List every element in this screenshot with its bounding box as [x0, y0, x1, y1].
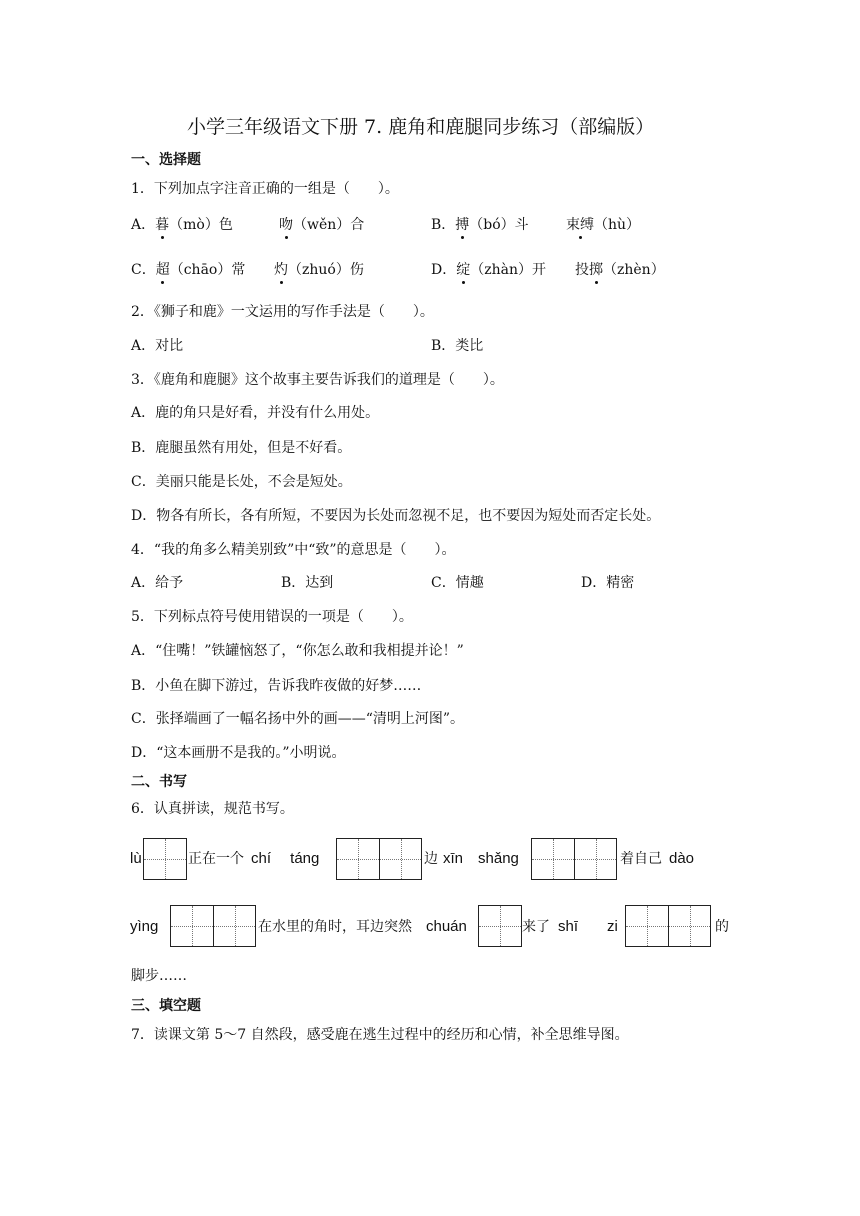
- tianzige-cell[interactable]: [379, 839, 421, 879]
- dotted-char: 暮: [155, 217, 170, 233]
- q3-option-b: B．鹿腿虽然有用处，但是不好看。: [131, 440, 352, 456]
- pinyin-xinshang: xīn shǎng: [443, 850, 519, 867]
- dotted-char: 绽: [456, 262, 471, 278]
- q4-option-a: A．给予: [131, 575, 184, 591]
- q1-option-d-second: [575, 260, 665, 280]
- q1-option-a: [131, 215, 233, 235]
- dotted-char: 掷: [589, 262, 603, 278]
- writing-box-chitang[interactable]: [336, 838, 422, 880]
- option-label: B．: [431, 217, 456, 233]
- tianzige-cell[interactable]: [626, 906, 668, 946]
- q4-option-c: C．情趣: [431, 575, 484, 591]
- question-2-stem: 2．《狮子和鹿》一文运用的写作手法是（ ）。: [131, 304, 434, 320]
- question-1-stem: 1．下列加点字注音正确的一组是（ ）。: [131, 181, 399, 197]
- text-segment: 脚步……: [131, 968, 187, 984]
- option-label: D．: [431, 262, 457, 278]
- tianzige-cell[interactable]: [479, 906, 521, 946]
- text-segment: 来了: [522, 919, 550, 935]
- option-label: C．: [131, 262, 156, 278]
- pinyin-text: （zhèn）: [603, 262, 665, 278]
- tianzige-cell[interactable]: [574, 839, 616, 879]
- dotted-char: 吻: [279, 217, 293, 233]
- option-text: 投: [575, 262, 589, 278]
- q1-option-a-second: [279, 215, 364, 235]
- writing-box-shizi[interactable]: [625, 905, 711, 947]
- q1-option-b: [431, 215, 529, 235]
- pinyin-text: （chāo）常: [169, 262, 246, 278]
- q3-option-d: D．物各有所长，各有所短，不要因为长处而忽视不足，也不要因为短处而否定长处。: [131, 508, 661, 524]
- section-heading-choice: 一、选择题: [131, 152, 201, 168]
- q5-option-b: B．小鱼在脚下游过，告诉我昨夜做的好梦……: [131, 678, 422, 694]
- q1-option-b-second: [566, 215, 640, 235]
- text-segment: 边: [424, 851, 438, 867]
- tianzige-cell[interactable]: [337, 839, 379, 879]
- q5-option-d: D．“这本画册不是我的。”小明说。: [131, 745, 346, 761]
- pinyin-text: （zhuó）伤: [288, 262, 364, 278]
- writing-box-daoying[interactable]: [170, 905, 256, 947]
- text-segment: 着自己: [620, 851, 662, 867]
- page-title: 小学三年级语文下册 7. 鹿角和鹿腿同步练习（部编版）: [187, 116, 655, 138]
- writing-box-lu[interactable]: [143, 838, 187, 880]
- q1-option-d: [431, 260, 546, 280]
- dotted-char: 超: [155, 262, 170, 278]
- tianzige-cell[interactable]: [532, 839, 574, 879]
- question-6-stem: 6．认真拼读，规范书写。: [131, 801, 294, 817]
- q2-option-a: A．对比: [131, 338, 184, 354]
- tianzige-cell[interactable]: [213, 906, 255, 946]
- tianzige-cell[interactable]: [144, 839, 186, 879]
- writing-box-xinshang[interactable]: [531, 838, 617, 880]
- question-5-stem: 5．下列标点符号使用错误的一项是（ ）。: [131, 609, 413, 625]
- q4-option-d: D．精密: [581, 575, 635, 591]
- dotted-char: 灼: [274, 262, 288, 278]
- pinyin-text: （zhàn）开: [470, 262, 546, 278]
- text-segment: 在水里的角时，耳边突然: [258, 919, 412, 935]
- tianzige-cell[interactable]: [171, 906, 213, 946]
- pinyin-chitang: chí táng: [251, 850, 320, 867]
- pinyin-chuan: chuán: [426, 918, 467, 935]
- pinyin-text: （wěn）合: [293, 217, 365, 233]
- q2-option-b: B．类比: [431, 338, 484, 354]
- pinyin-ying: yìng: [130, 918, 159, 935]
- q5-option-a: A．“住嘴！”铁罐恼怒了，“你怎么敢和我相提并论！”: [131, 643, 464, 659]
- pinyin-text: （bó）斗: [469, 217, 529, 233]
- question-4-stem: 4．“我的角多么精美别致”中“致”的意思是（ ）。: [131, 542, 456, 558]
- section-heading-fill: 三、填空题: [131, 998, 201, 1014]
- text-segment: 正在一个: [188, 851, 244, 867]
- question-7-stem: 7．读课文第 5～7 自然段，感受鹿在逃生过程中的经历和心情，补全思维导图。: [131, 1027, 629, 1043]
- q3-option-c: C．美丽只能是长处，不会是短处。: [131, 474, 352, 490]
- q4-option-b: B．达到: [281, 575, 334, 591]
- q5-option-c: C．张择端画了一幅名扬中外的画——“清明上河图”。: [131, 711, 465, 727]
- dotted-char: 搏: [455, 217, 470, 233]
- q1-option-c: [131, 260, 245, 280]
- pinyin-lu: lù: [130, 850, 142, 867]
- q1-option-c-second: [274, 260, 364, 280]
- writing-box-chuan[interactable]: [478, 905, 522, 947]
- pinyin-zi: zi: [607, 918, 618, 935]
- pinyin-text: （hù）: [594, 217, 641, 233]
- dotted-char: 束缚: [566, 217, 594, 233]
- pinyin-text: （mò）色: [169, 217, 233, 233]
- text-segment: 的: [715, 919, 729, 935]
- option-label: A．: [131, 217, 156, 233]
- section-heading-writing: 二、书写: [131, 774, 187, 790]
- pinyin-dao: dào: [669, 850, 695, 867]
- tianzige-cell[interactable]: [668, 906, 710, 946]
- q3-option-a: A．鹿的角只是好看，并没有什么用处。: [131, 405, 380, 421]
- question-3-stem: 3．《鹿角和鹿腿》这个故事主要告诉我们的道理是（ ）。: [131, 372, 504, 388]
- pinyin-shi: shī: [558, 918, 579, 935]
